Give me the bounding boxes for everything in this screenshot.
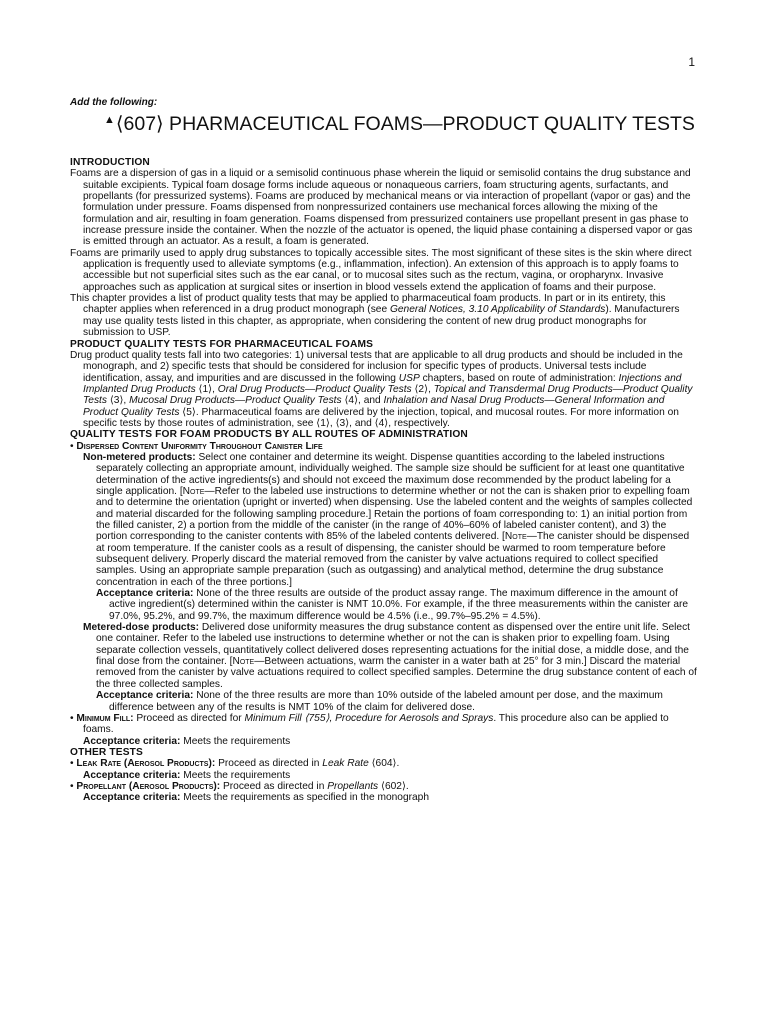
leak-rate-acceptance-criteria bbox=[70, 770, 700, 781]
pqt-text-1: Drug product quality tests fall into two categories: 1) universal tests that are applicable to all drug products and should be included in the monograph, and 2) specific tests that should be considered for inclusion for specific types of products. Universal tests include identification, assay, and impurities and are discussed in the following bbox=[70, 349, 683, 384]
add-instruction: Add the following: bbox=[70, 97, 158, 108]
chapter-reference-2: Oral Drug Products—Product Quality Tests bbox=[217, 383, 412, 395]
non-metered-text-1: Select one container and determine its weight. Dispense quantities according to the labeled instructions separately collecting an appropriate amount, individually weighed. The sample size should be sufficient for at least one quantitative determination of the active ingredients(s) and should not exceed the maximum dose recommended by the product labeling for a single application. [ bbox=[96, 451, 685, 497]
leak-rate-heading: Leak Rate (Aerosol Products): bbox=[76, 758, 216, 770]
aerosols-sprays-reference: Procedure for Aerosols and Sprays bbox=[335, 712, 494, 724]
revision-marker-icon: ▲ bbox=[104, 114, 115, 126]
chapter-number-4: ⟨4⟩, and bbox=[341, 395, 384, 407]
section-heading-product-quality-tests: PRODUCT QUALITY TESTS FOR PHARMACEUTICAL FOAMS bbox=[70, 338, 374, 350]
section-heading-quality-tests: QUALITY TESTS FOR FOAM PRODUCTS BY ALL ROUTES OF ADMINISTRATION bbox=[70, 429, 468, 441]
intro-p3-text: This chapter provides a list of product quality tests that may be applied to pharmaceutical foam products. In part or in its entirety, this chapter applies when referenced in a drug product monograph (see bbox=[70, 293, 666, 316]
chapter-title-text: ⟨607⟩ PHARMACEUTICAL FOAMS—PRODUCT QUALITY TESTS bbox=[115, 113, 695, 135]
non-metered-text-3: —The canister should be dispensed at room temperature. If the canister cools as a result of dispensing, the canister should be warmed to room temperature before subsequent delivery. Properly discard the material removed from the canister by valve actuations required to collect specified samples. Using an appropriate sample preparation (such as outgassing) and analytical method, determine the drug substance concentration in each of the three portions.] bbox=[96, 531, 690, 588]
propellant-acceptance-text: Meets the requirements as specified in the monograph bbox=[180, 792, 430, 804]
acceptance-criteria-label: Acceptance criteria: bbox=[96, 588, 194, 600]
propellants-reference: Propellants bbox=[327, 780, 379, 792]
non-metered-products bbox=[70, 452, 700, 588]
metered-dose-acceptance-criteria bbox=[70, 690, 700, 713]
leak-rate-text-2: ⟨604⟩. bbox=[368, 758, 400, 770]
chapter-reference-5: Inhalation and Nasal Drug Products—General Information and Product Quality Tests bbox=[83, 395, 665, 418]
section-heading-introduction: INTRODUCTION bbox=[70, 157, 150, 168]
leak-rate-reference: Leak Rate bbox=[322, 758, 369, 770]
chapter-number-2: ⟨2⟩, bbox=[411, 383, 434, 395]
acceptance-criteria-label: Acceptance criteria: bbox=[83, 792, 181, 804]
metered-dose-text-1: Delivered dose uniformity measures the drug substance content as dispensed over the entire unit life. Select one container. Refer to the labeled use instructions to determine whether or not the can is shaken prior to expelling foam. Using separate collection vessels, quantitatively collect delivered doses representing actuations for the initial dose, a middle dose, and the final dose from the container. [ bbox=[96, 622, 691, 668]
propellant-item bbox=[70, 781, 700, 792]
minimum-fill-acceptance-text: Meets the requirements bbox=[180, 735, 291, 747]
propellant-text-2: ⟨602⟩. bbox=[378, 780, 409, 792]
dispersed-content-uniformity-item bbox=[70, 441, 700, 452]
intro-p3-text-end: ). Manufacturers may use quality tests listed in this chapter, as appropriate, when considering the content of new drug product monographs for submission to USP. bbox=[83, 304, 680, 339]
acceptance-criteria-label: Acceptance criteria: bbox=[83, 735, 181, 747]
note-label: Note bbox=[182, 485, 205, 497]
chapter-reference-3: Topical and Transdermal Drug Products—Product Quality Tests bbox=[83, 383, 693, 407]
intro-paragraph-1: Foams are a dispersion of gas in a liquid or a semisolid continuous phase wherein the liquid or semisolid contains the drug substance and suitable excipients. Typical foam dosage forms include aqueous or nonaqueous carriers, foam structuring agents, surfactants, and propellants (for pressurized systems). Foams are produced by mechanical means or via interaction of propellant (vapor or gas) and the formulation under pressure. Foams dispensed from nonpressurized containers use mechanical forces allowing the mixing of the formulation and air, resulting in foam generation. Foams dispensed from pressurized containers use propellant present in gas phase to increase pressure inside the container. When the nozzle of the actuator is opened, the liquid phase containing a dispersed vapor or gas is emitted through an actuator. As a result, a foam is generated. bbox=[70, 168, 693, 248]
chapter-title bbox=[104, 112, 695, 136]
propellant-acceptance-criteria bbox=[70, 792, 700, 803]
general-notices-reference: General Notices, 3.10 Applicability of Standards bbox=[389, 304, 606, 316]
page-number: 1 bbox=[688, 55, 695, 69]
metered-dose-products bbox=[70, 622, 700, 690]
propellant-heading: Propellant (Aerosol Products): bbox=[76, 780, 221, 792]
dispersed-content-uniformity-heading: Dispersed Content Uniformity Throughout Canister Life bbox=[76, 440, 323, 452]
minimum-fill-chapter-number: ⟨755⟩, bbox=[301, 712, 336, 724]
bullet-icon: • bbox=[70, 780, 74, 792]
pqt-text-2: chapters, based on route of administration: bbox=[419, 372, 619, 384]
intro-paragraph-2: Foams are primarily used to apply drug substances to topically accessible sites. The most significant of these sites is the skin where direct application is frequently used to alleviate symptoms (e.g., inflammation, infection). An extension of this approach is to apply foams to accessible but not superficial sites such as the ear canal, or to mucosal sites such as the rectum, vagina, or oropharynx. Invasive approaches such as application at surgical sites or insertion in blood vessels extend the application of foams and their purpose. bbox=[70, 247, 692, 293]
acceptance-criteria-label: Acceptance criteria: bbox=[83, 769, 181, 781]
propellant-text-1: Proceed as directed in bbox=[220, 780, 328, 792]
usp-reference: USP bbox=[398, 372, 420, 384]
metered-dose-acceptance-text: None of the three results are more than 10% outside of the labeled amount per dose, and the maximum difference between any of the results is NMT 10% of the claim for delivered dose. bbox=[109, 690, 663, 713]
minimum-fill-heading: Minimum Fill: bbox=[76, 712, 134, 724]
chapter-reference-1: Injections and Implanted Drug Products bbox=[83, 372, 682, 395]
note-label: Note bbox=[232, 656, 255, 668]
non-metered-acceptance-criteria bbox=[70, 588, 700, 622]
non-metered-text-2: —Refer to the labeled use instructions to determine whether or not the can is shaken prior to expelling foam and to determine the orientation (upright or inverted) when dispensing. Use the labeled content and the weights of samples collected and material discarded for the following sampling procedure.] Retain the portions of foam corresponding to: 1) an initial portion from the filled canister, 2) a portion from the middle of the canister (in the range of 40%–60% of labeled canister content), and 3) the portion corresponding to the canister contents with 85% of the labeled contents delivered. [ bbox=[96, 485, 693, 543]
minimum-fill-text-2: . This procedure also can be applied to foams. bbox=[83, 712, 669, 736]
document-body bbox=[70, 157, 700, 804]
leak-rate-item bbox=[70, 758, 700, 769]
chapter-number-1: ⟨1⟩, bbox=[195, 383, 218, 395]
metered-dose-text-2: —Between actuations, warm the canister in a water bath at 25° for 3 min.] Discard the material removed from the canister by valve actuations required to collect specified samples. Determine the drug substance content of each of the three collected samples. bbox=[96, 656, 697, 690]
non-metered-label: Non-metered products: bbox=[83, 451, 196, 463]
chapter-number-3: ⟨3⟩, bbox=[106, 395, 130, 407]
bullet-icon: • bbox=[70, 712, 74, 724]
non-metered-acceptance-text: None of the three results are outside of the product assay range. The maximum difference in the amount of active ingredient(s) determined within the canister is NMT 10.0%. For example, if the three measurements within the canister are 97.0%, 95.2%, and 99.7%, the maximum difference would be 4.5% (i.e., 99.7%–95.2% = 4.5%). bbox=[109, 588, 689, 622]
chapter-reference-4: Mucosal Drug Products—Product Quality Tests bbox=[129, 395, 342, 407]
minimum-fill-item bbox=[70, 713, 700, 736]
acceptance-criteria-label: Acceptance criteria: bbox=[96, 690, 194, 702]
minimum-fill-reference: Minimum Fill bbox=[244, 712, 302, 724]
leak-rate-acceptance-text: Meets the requirements bbox=[180, 769, 291, 781]
minimum-fill-acceptance-criteria bbox=[70, 736, 700, 747]
product-quality-paragraph bbox=[70, 350, 700, 429]
minimum-fill-text-1: Proceed as directed for bbox=[133, 712, 245, 724]
note-label: Note bbox=[504, 531, 527, 543]
leak-rate-text-1: Proceed as directed in bbox=[215, 758, 323, 770]
metered-dose-label: Metered-dose products: bbox=[83, 622, 200, 634]
bullet-icon: • bbox=[70, 440, 74, 452]
intro-paragraph-3 bbox=[70, 293, 700, 338]
chapter-number-5: ⟨5⟩. Pharmaceutical foams are delivered by the injection, topical, and mucosal routes. For more information on specific tests by those routes of administration, see ⟨1⟩, ⟨3⟩, and ⟨4⟩, respectively. bbox=[83, 406, 679, 429]
section-heading-other-tests: OTHER TESTS bbox=[70, 746, 143, 758]
bullet-icon: • bbox=[70, 758, 74, 770]
